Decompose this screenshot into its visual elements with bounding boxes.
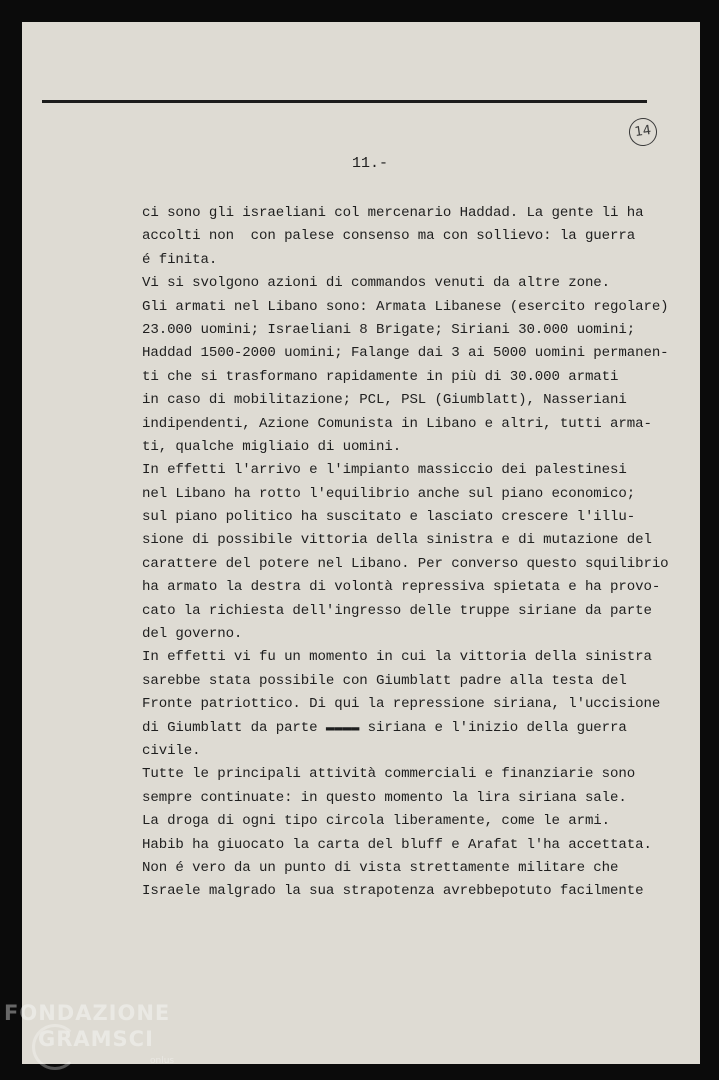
watermark-onlus: onlus — [150, 1056, 175, 1066]
text-line: Tutte le principali attività commerciali e finanziarie sono — [142, 766, 636, 783]
text-line: In effetti vi fu un momento in cui la vittoria della sinistra — [142, 649, 652, 666]
text-line: sarebbe stata possibile con Giumblatt padre alla testa del — [142, 672, 627, 689]
text-line: La droga di ogni tipo circola liberamente, come le armi. — [142, 813, 611, 830]
text-line: ti che si trasformano rapidamente in più di 30.000 armati — [142, 368, 619, 385]
text-line: cato la richiesta dell'ingresso delle truppe siriane da parte — [142, 602, 652, 619]
text-line: Vi si svolgono azioni di commandos venuti da altre zone. — [142, 275, 611, 292]
text-line: in caso di mobilitazione; PCL, PSL (Giumblatt), Nasseriani — [142, 392, 627, 409]
text-line: civile. — [142, 742, 201, 759]
text-line: ti, qualche migliaio di uomini. — [142, 438, 402, 455]
watermark-line-2 — [4, 1026, 170, 1052]
text-line: In effetti l'arrivo e l'impianto massiccio dei palestinesi — [142, 462, 627, 479]
text-line: 23.000 uomini; Israeliani 8 Brigate; Siriani 30.000 uomini; — [142, 321, 636, 338]
text-line: di Giumblatt da parte ▬▬▬▬ siriana e l'inizio della guerra — [142, 719, 627, 736]
fondazione-gramsci-watermark — [4, 1000, 175, 1066]
text-line: Non é vero da un punto di vista strettamente militare che — [142, 859, 619, 876]
text-line: carattere del potere nel Libano. Per converso questo squilibrio — [142, 555, 669, 572]
text-line: Fronte patriottico. Di qui la repressione siriana, l'uccisione — [142, 696, 661, 713]
text-line: ci sono gli israeliani col mercenario Haddad. La gente li ha — [142, 205, 644, 221]
text-line: ha armato la destra di volontà repressiva spietata e ha provo- — [142, 579, 661, 596]
text-line: sul piano politico ha suscitato e lasciato crescere l'illu- — [142, 509, 636, 526]
page-number: 11.- — [352, 155, 389, 172]
watermark-line-1: FONDAZIONE — [4, 1001, 171, 1025]
watermark-g-logo-icon — [32, 1024, 78, 1070]
text-line: indipendenti, Azione Comunista in Libano e altri, tutti arma- — [142, 415, 652, 432]
typed-text-body — [142, 202, 697, 904]
text-line: sione di possibile vittoria della sinistra e di mutazione del — [142, 532, 652, 549]
header-rule — [42, 100, 647, 103]
document-page — [22, 22, 700, 1064]
text-line: Haddad 1500-2000 uomini; Falange dai 3 ai 5000 uomini permanen- — [142, 345, 669, 362]
page-stamp: 14 — [627, 116, 659, 148]
text-line: sempre continuate: in questo momento la lira siriana sale. — [142, 789, 627, 806]
text-line: accolti non con palese consenso ma con sollievo: la guerra — [142, 228, 636, 245]
text-line: del governo. — [142, 626, 243, 643]
watermark-line-2-text: GRAMSCI — [38, 1027, 154, 1051]
text-line: Israele malgrado la sua strapotenza avrebbepotuto facilmente — [142, 883, 644, 900]
text-line: nel Libano ha rotto l'equilibrio anche sul piano economico; — [142, 485, 636, 502]
text-line: é finita. — [142, 251, 218, 268]
text-line: Gli armati nel Libano sono: Armata Libanese (esercito regolare) — [142, 298, 669, 315]
text-line: Habib ha giuocato la carta del bluff e Arafat l'ha accettata. — [142, 836, 652, 853]
